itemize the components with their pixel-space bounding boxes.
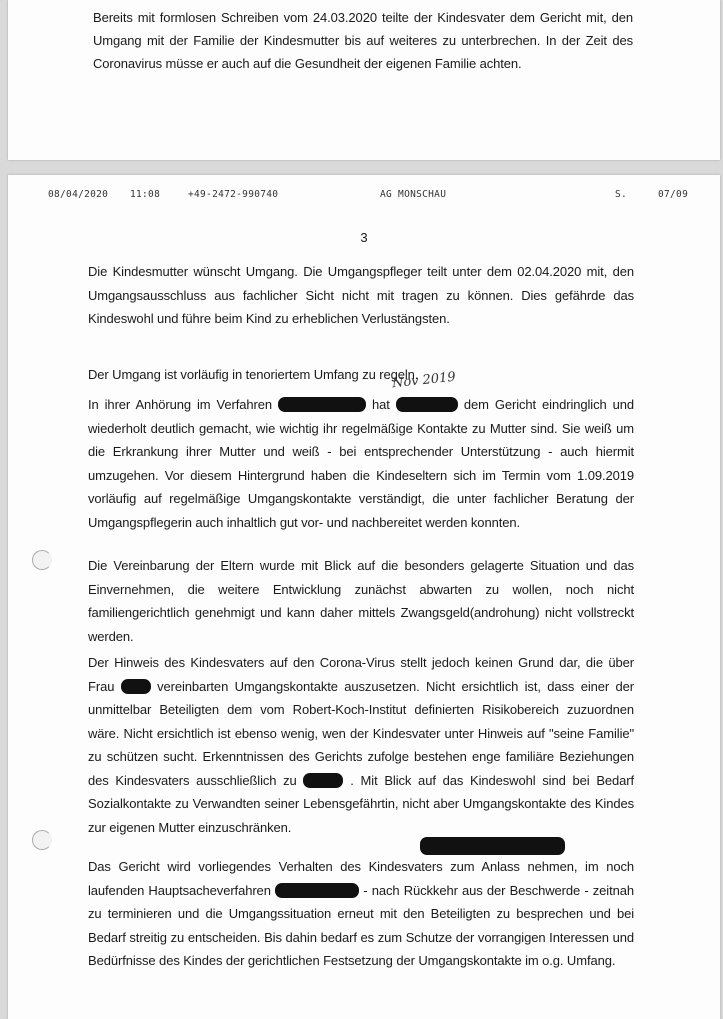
page-number: 3 [360, 230, 368, 245]
previous-page [8, 0, 720, 160]
paragraph-3 [88, 393, 634, 534]
paragraph-5-part-a: Der Hinweis des Kindesvaters auf den Corona-Virus stellt jedoch keinen Grund dar, die über Frau [88, 655, 634, 694]
paragraph-5 [88, 651, 634, 839]
paragraph-4: Die Vereinbarung der Eltern wurde mit Blick auf die besonders gelagerte Situation und das Einvernehmen, die weitere Entwicklung zunächst abwarten zu wollen, noch nicht familiengerichtlich genehmigt und kann daher mittels Zwangsgeld(androhung) nicht vollstreckt werden. [88, 558, 634, 644]
redaction [303, 773, 343, 788]
handwritten-note: Nov 2019 [391, 369, 457, 392]
paragraph-5-part-b: vereinbarten Umgangskontakte auszusetzen. Nicht ersichtlich ist, dass einer der unmittelbar Beteiligten dem vom Robert-Koch-Institut definierten Risikobereich zuzuordnen wäre. Nicht ersichtlich ist ebenso wenig, wen der Kindesvater unter Hinweis auf "seine Familie" zu schützen sucht. Erkenntnissen des Gerichts zufolge bestehen enge familiäre Beziehungen des Kindesvaters ausschließlich zu [88, 678, 634, 788]
paragraph-3-part-c: dem Gericht eindringlich und wiederholt deutlich gemacht, wie wichtig ihr regelmäßige Kontakte zu Mutter sind. Sie weiß um die Erkrankung ihrer Mutter und weiß - bei entsprechender Unterstützung - auch hiermit umzugehen. Vor diesem Hintergrund haben die Kindeseltern sich im Termin vom 1.09.2019 vorläufig auf regelmäßige Umgangskontakte verständigt, die unter fachlicher Beratung der Umgangspflegerin auch inhaltlich gut vor- und nachbereitet werden konnten. [88, 397, 635, 530]
fax-time: 11:08 [130, 189, 161, 200]
redaction [121, 679, 151, 694]
top-paragraph: Bereits mit formlosen Schreiben vom 24.03.2020 teilte der Kindesvater dem Gericht mit, den Umgang mit der Familie der Kindesmutter bis auf weiteres zu unterbrechen. In der Zeit des Coronavirus müsse er auch auf die Gesundheit der eigenen Familie achten. [93, 10, 633, 71]
paragraph-3-part-b: hat [372, 397, 390, 412]
fax-phone: +49-2472-990740 [188, 189, 279, 200]
paragraph-5-part-c: . Mit Blick auf das Kindeswohl sind bei Bedarf Sozialkontakte zu Verwandten seiner Lebensgefährtin, nicht aber Umgangskontakte des Kindes zur eigenen Mutter einzuschränken. [88, 772, 635, 835]
document-page [8, 175, 720, 1019]
redaction [396, 397, 458, 412]
fax-page-label: S. [615, 189, 628, 200]
paragraph-3-part-a: In ihrer Anhörung im Verfahren [88, 397, 273, 412]
paragraph-6-part-a: Das Gericht wird vorliegendes Verhalten des Kindesvaters zum Anlass nehmen, im noch laufenden Hauptsacheverfahren [88, 859, 634, 898]
redaction [420, 837, 565, 855]
paragraph-6-part-b: - nach Rückkehr aus der Beschwerde - zeitnah zu terminieren und die Umgangssituation erneut mit den Beteiligten zu besprechen und bei Bedarf streitig zu entscheiden. Bis dahin bedarf es zum Schutze der vorrangigen Interessen und Bedürfnisse des Kindes der gerichtlichen Festsetzung der Umgangskontakte im o.g. Umfang. [88, 882, 635, 968]
paragraph-6 [88, 855, 634, 973]
paragraph-1: Die Kindesmutter wünscht Umgang. Die Umgangspfleger teilt unter dem 02.04.2020 mit, den Umgangsausschluss aus fachlicher Sicht nicht mit tragen zu können. Dies gefährde das Kindeswohl und führe beim Kind zu erheblichen Verlustängsten. [88, 264, 634, 326]
fax-sender: AG MONSCHAU [380, 189, 447, 200]
punch-hole [32, 550, 52, 570]
redaction [278, 397, 366, 412]
fax-date: 08/04/2020 [48, 189, 109, 200]
redaction [275, 883, 359, 898]
punch-hole [32, 830, 52, 850]
paragraph-2: Der Umgang ist vorläufig in tenoriertem Umfang zu regeln. [88, 367, 419, 382]
fax-page-count: 07/09 [658, 189, 689, 200]
